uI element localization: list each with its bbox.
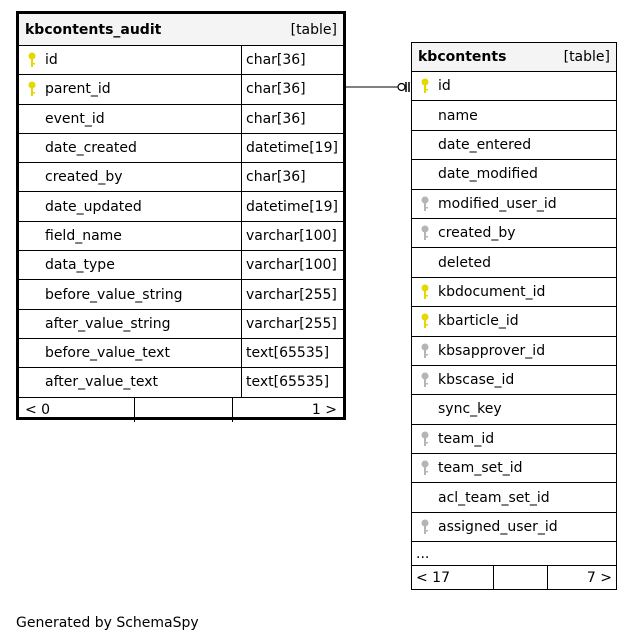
column-name: sync_key xyxy=(438,401,502,418)
column-row-name xyxy=(412,101,616,130)
column-row-id xyxy=(19,46,343,75)
column-type: char[36] xyxy=(241,46,343,74)
column-name: date_entered xyxy=(438,136,532,153)
column-name: parent_id xyxy=(45,81,111,98)
column-name-cell xyxy=(19,134,241,162)
column-name-cell xyxy=(412,513,616,541)
column-row-assigned-user-id xyxy=(412,513,616,542)
column-row-date-updated xyxy=(19,192,343,221)
column-name-cell xyxy=(412,307,616,335)
zero-marker-icon xyxy=(398,84,405,91)
column-row-kbscase-id xyxy=(412,366,616,395)
column-name-cell xyxy=(412,219,616,247)
footer-spacer xyxy=(134,398,232,422)
column-name-cell xyxy=(412,425,616,453)
column-type: char[36] xyxy=(241,163,343,191)
primary-key-icon xyxy=(412,284,438,300)
column-list xyxy=(19,46,343,398)
column-name-cell xyxy=(412,395,616,423)
column-name-cell xyxy=(19,368,241,396)
column-name: before_value_string xyxy=(45,286,183,303)
column-name-cell xyxy=(19,310,241,338)
index-key-icon xyxy=(412,372,438,388)
index-key-icon xyxy=(412,519,438,535)
column-row-parent-id xyxy=(19,75,343,104)
column-name-cell xyxy=(412,131,616,159)
column-name: date_created xyxy=(45,140,137,157)
column-name: kbarticle_id xyxy=(438,313,519,330)
column-type: varchar[255] xyxy=(241,280,343,308)
index-key-icon xyxy=(412,225,438,241)
column-row-before-value-text xyxy=(19,339,343,368)
column-name: date_modified xyxy=(438,166,538,183)
index-key-icon xyxy=(412,343,438,359)
column-name: team_id xyxy=(438,430,495,447)
children-count: 1 > xyxy=(232,398,343,422)
column-name: acl_team_set_id xyxy=(438,489,550,506)
column-row-date-modified xyxy=(412,160,616,189)
column-name-cell xyxy=(412,101,616,129)
index-key-icon xyxy=(412,460,438,476)
index-key-icon xyxy=(412,196,438,212)
children-count: 7 > xyxy=(547,566,616,589)
column-name: name xyxy=(438,107,478,124)
table-kind: [table] xyxy=(563,49,610,65)
more-columns-ellipsis: ... xyxy=(412,542,616,566)
index-key-icon xyxy=(412,431,438,447)
table-kbcontents-audit[interactable] xyxy=(16,11,346,420)
table-header xyxy=(19,14,343,46)
column-name-cell xyxy=(19,75,241,103)
table-header xyxy=(412,43,616,72)
column-row-id xyxy=(412,72,616,101)
column-row-event-id xyxy=(19,105,343,134)
primary-key-icon xyxy=(19,52,45,68)
primary-key-icon xyxy=(412,78,438,94)
column-name: kbsapprover_id xyxy=(438,342,546,359)
primary-key-icon xyxy=(412,313,438,329)
column-name-cell xyxy=(412,454,616,482)
column-type: datetime[19] xyxy=(241,192,343,220)
column-row-kbarticle-id xyxy=(412,307,616,336)
column-name: date_updated xyxy=(45,198,142,215)
column-name-cell xyxy=(19,251,241,279)
table-name: kbcontents_audit xyxy=(25,21,162,38)
column-row-field-name xyxy=(19,222,343,251)
column-name: event_id xyxy=(45,110,105,127)
column-row-deleted xyxy=(412,248,616,277)
column-type: text[65535] xyxy=(241,339,343,367)
column-name-cell xyxy=(19,163,241,191)
column-name: kbscase_id xyxy=(438,372,515,389)
column-name: before_value_text xyxy=(45,345,170,362)
table-name: kbcontents xyxy=(418,49,507,65)
column-name: data_type xyxy=(45,257,115,274)
column-name: id xyxy=(45,52,58,69)
column-name-cell xyxy=(19,280,241,308)
column-name: after_value_string xyxy=(45,315,171,332)
column-row-kbsapprover-id xyxy=(412,337,616,366)
column-name: modified_user_id xyxy=(438,195,557,212)
table-kind: [table] xyxy=(290,21,337,38)
column-type: varchar[100] xyxy=(241,251,343,279)
column-row-date-created xyxy=(19,134,343,163)
column-name: created_by xyxy=(438,225,516,242)
column-row-created-by xyxy=(19,163,343,192)
column-row-before-value-string xyxy=(19,280,343,309)
column-row-after-value-string xyxy=(19,310,343,339)
column-type: text[65535] xyxy=(241,368,343,396)
column-row-created-by xyxy=(412,219,616,248)
column-name-cell xyxy=(412,248,616,276)
column-row-acl-team-set-id xyxy=(412,483,616,512)
column-name-cell xyxy=(19,105,241,133)
column-row-team-id xyxy=(412,425,616,454)
parents-count: < 17 xyxy=(416,569,450,586)
column-name-cell xyxy=(412,278,616,306)
column-type: char[36] xyxy=(241,75,343,103)
footer-spacer xyxy=(493,566,547,589)
column-row-data-type xyxy=(19,251,343,280)
column-name-cell xyxy=(412,72,616,100)
column-name-cell xyxy=(412,337,616,365)
column-type: datetime[19] xyxy=(241,134,343,162)
column-name-cell xyxy=(412,483,616,511)
column-name: assigned_user_id xyxy=(438,519,558,536)
table-footer xyxy=(19,398,343,422)
column-name-cell xyxy=(412,160,616,188)
column-name: after_value_text xyxy=(45,374,158,391)
column-name: created_by xyxy=(45,169,123,186)
column-row-modified-user-id xyxy=(412,190,616,219)
column-name-cell xyxy=(19,339,241,367)
column-name-cell xyxy=(412,366,616,394)
column-row-after-value-text xyxy=(19,368,343,397)
generated-by-label: Generated by SchemaSpy xyxy=(16,615,199,631)
column-row-kbdocument-id xyxy=(412,278,616,307)
column-name-cell xyxy=(19,192,241,220)
column-type: char[36] xyxy=(241,105,343,133)
column-list xyxy=(412,72,616,542)
column-type: varchar[100] xyxy=(241,222,343,250)
column-name-cell xyxy=(19,46,241,74)
table-footer xyxy=(412,566,616,589)
column-name: field_name xyxy=(45,227,122,244)
column-row-sync-key xyxy=(412,395,616,424)
column-name: team_set_id xyxy=(438,460,523,477)
column-name: id xyxy=(438,78,451,95)
primary-key-icon xyxy=(19,81,45,97)
column-name: deleted xyxy=(438,254,491,271)
column-name-cell xyxy=(19,222,241,250)
column-row-date-entered xyxy=(412,131,616,160)
parents-count: < 0 xyxy=(25,401,51,418)
column-row-team-set-id xyxy=(412,454,616,483)
column-name-cell xyxy=(412,190,616,218)
column-name: kbdocument_id xyxy=(438,283,546,300)
column-type: varchar[255] xyxy=(241,310,343,338)
table-kbcontents[interactable] xyxy=(411,42,617,590)
